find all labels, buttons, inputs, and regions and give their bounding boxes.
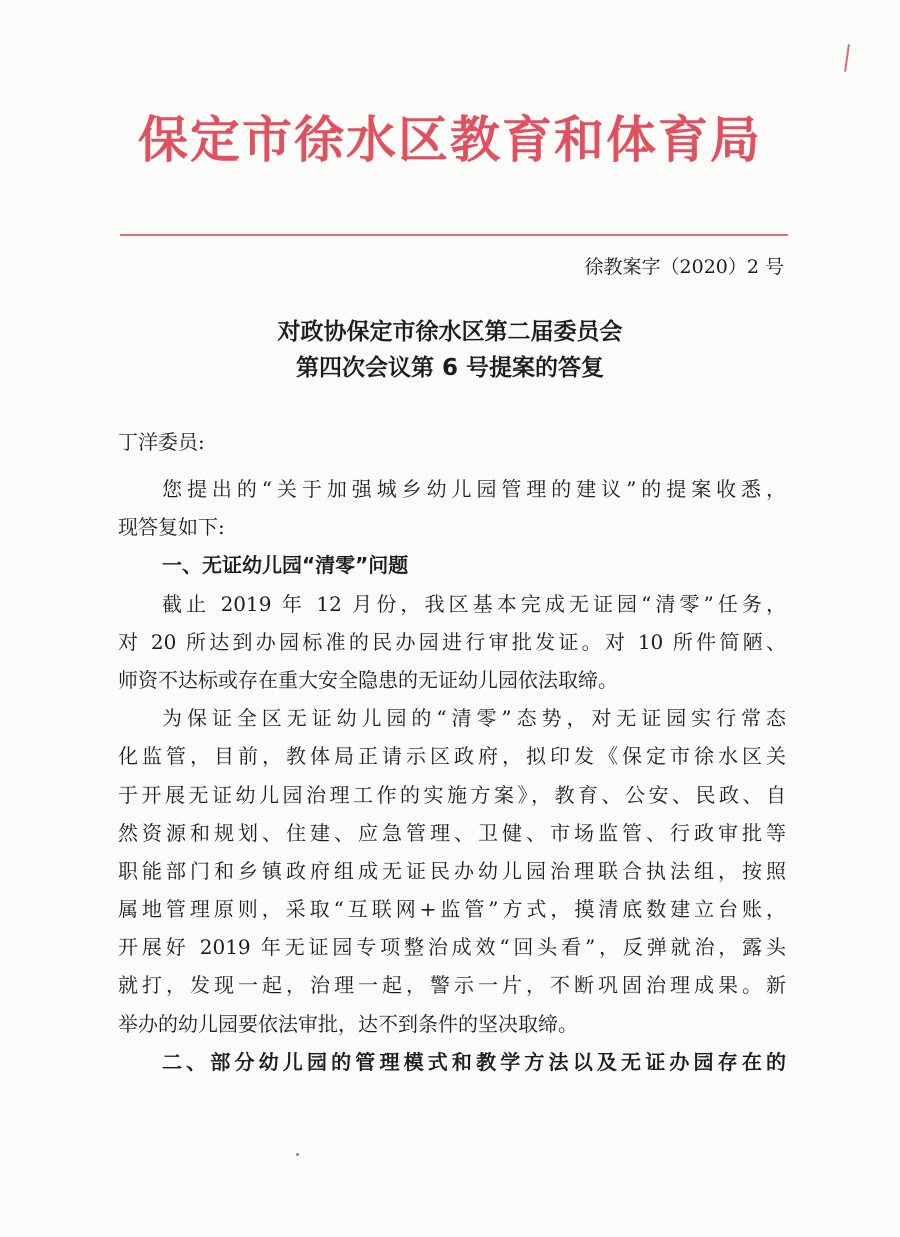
section-heading-2: 二、部分幼儿园的管理模式和教学方法以及无证办园存在的 (162, 1049, 786, 1074)
document-title-line-1: 对政协保定市徐水区第二届委员会 (277, 319, 623, 345)
body-line: 师资不达标或存在重大安全隐患的无证幼儿园依法取缔。 (118, 667, 618, 692)
document-body (118, 470, 786, 1081)
body-line: 化监管，目前，教体局正请示区政府，拟印发《保定市徐水区关 (118, 744, 786, 769)
letterhead-organization: 保定市徐水区教育和体育局 (138, 111, 762, 169)
body-line: 为保证全区无证幼儿园的“清零”态势，对无证园实行常态 (162, 706, 786, 731)
section-heading-1: 一、无证幼儿园“清零”问题 (162, 553, 409, 578)
body-line: 截止 2019 年 12 月份，我区基本完成无证园“清零”任务， (162, 591, 786, 616)
body-line: 就打，发现一起，治理一起，警示一片，不断巩固治理成果。新 (118, 973, 786, 998)
body-line: 开展好 2019 年无证园专项整治成效“回头看”，反弹就治，露头 (118, 935, 786, 960)
body-line: 属地管理原则，采取“互联网+监管”方式，摸清底数建立台账， (118, 897, 786, 922)
document-number: 徐教案字（2020）2 号 (584, 256, 784, 278)
document-title-line-2: 第四次会议第 6 号提案的答复 (295, 355, 605, 381)
letterhead-red-rule (120, 234, 788, 236)
handwritten-mark (844, 44, 850, 72)
salutation: 丁洋委员: (118, 430, 205, 454)
body-line: 于开展无证幼儿园治理工作的实施方案》，教育、公安、民政、自 (118, 782, 786, 807)
body-line: 然资源和规划、住建、应急管理、卫健、市场监管、行政审批等 (118, 820, 786, 845)
document-title (0, 314, 900, 386)
body-line: 职能部门和乡镇政府组成无证民办幼儿园治理联合执法组，按照 (118, 858, 786, 883)
body-line: 现答复如下: (118, 515, 225, 540)
body-line: 您提出的“关于加强城乡幼儿园管理的建议”的提案收悉， (162, 477, 786, 501)
scan-speck (296, 1153, 299, 1156)
body-line: 对 20 所达到办园标准的民办园进行审批发证。对 10 所件简陋、 (118, 629, 786, 654)
body-line: 举办的幼儿园要依法审批，达不到条件的坚决取缔。 (118, 1011, 578, 1036)
